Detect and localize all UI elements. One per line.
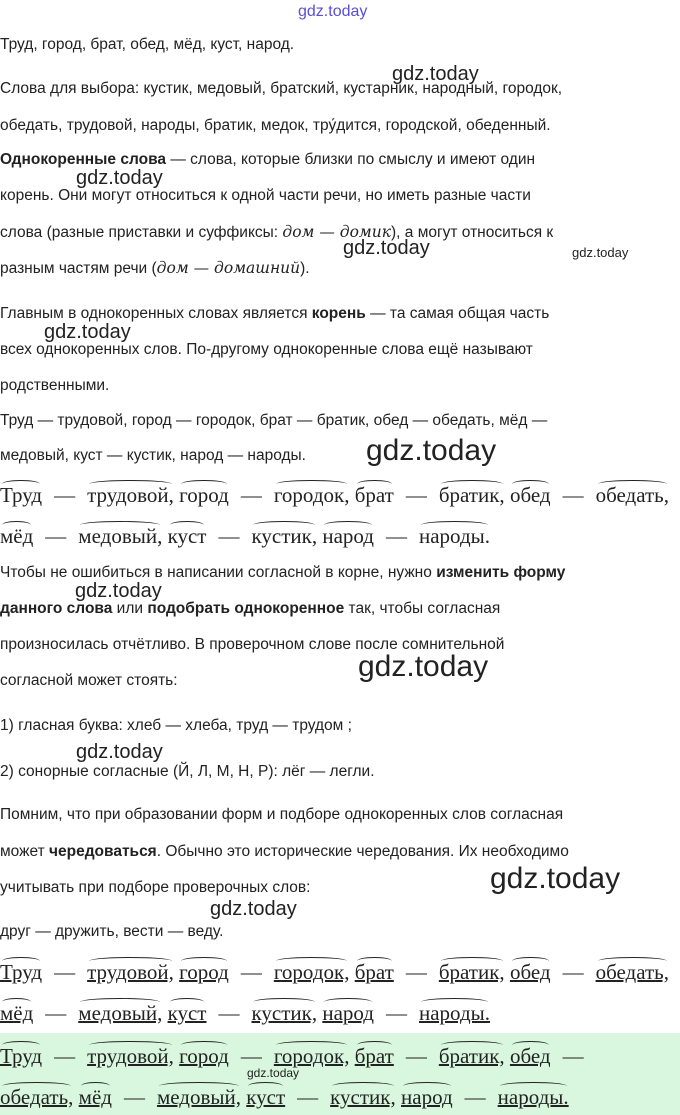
hw-word: народы. [418,524,490,548]
watermark: gdz.today [490,862,621,895]
pairs-line: Труд — трудовой, город — городок, брат — братик, обед — обедать, мёд — [0,412,548,429]
watermark: gdz.today [298,3,368,20]
dash: — [405,1044,427,1068]
root-text: Главным в однокоренных словах является [0,305,312,322]
hw-word: медовый, [156,1085,241,1109]
hw-word: городок, [273,1044,350,1068]
dash: — [54,483,76,507]
rule-bold: подобрать однокоренное [147,600,345,617]
root-line: всех однокоренных слов. По-другому однокоренные слова ещё называют [0,341,533,358]
hw-word: братик, [438,960,505,984]
pairs-line: медовый, куст — кустик, народ — народы. [0,447,306,464]
hw-word: народы. [497,1085,569,1109]
dash: — [405,483,427,507]
hw-word: братик, [438,1044,505,1068]
dash: — [562,483,584,507]
hw-word: Труд [0,483,43,507]
term-bold: Однокоренные слова [0,151,167,168]
alternation-line: учитывать при подборе проверочных слов: [0,879,311,896]
rule-line [0,600,500,618]
watermark: gdz.today [76,167,163,189]
hw-word: мёд [78,1085,112,1109]
alternation-line: Помним, что при образовании форм и подборе однокоренных слов согласная [0,806,564,823]
hw-word: куст [246,1085,286,1109]
alternation-line [0,843,569,861]
alternation-text: . Обычно это исторические чередования. Их необходимо [156,843,569,860]
hw-word: брат [354,1044,394,1068]
hw-word: брат [354,960,394,984]
hw-word: мёд [0,1001,34,1025]
handwritten-row [0,960,669,984]
hw-word: куст [167,524,207,548]
watermark: gdz.today [210,898,297,920]
dash: — [240,1044,262,1068]
hw-word: обед [509,483,551,507]
definition-text: ), а могут относиться к [391,224,554,241]
dash: — [240,483,262,507]
hw-word: обед [509,1044,551,1068]
dash: — [464,1085,486,1109]
alternation-text: может [0,843,49,860]
example-dom-domik: дом — домик [282,223,392,241]
watermark: gdz.today [392,63,479,85]
hw-word: трудовой, [87,483,174,507]
handwritten-row [0,1001,490,1025]
dash: — [123,1085,145,1109]
hw-word: обедать, [0,1085,74,1109]
watermark: gdz.today [366,434,497,467]
root-line: родственными. [0,377,110,394]
watermark: gdz.today [76,741,163,763]
watermark: gdz.today [358,650,489,683]
hw-word: обедать, [595,960,669,984]
root-text: — та самая общая часть [365,305,550,322]
hw-word: городок, [273,960,350,984]
hw-word: Труд [0,960,43,984]
dash: — [54,1044,76,1068]
list-item: 2) сонорные согласные (Й, Л, М, Н, Р): лёг — легли. [0,763,375,780]
dash: — [218,524,240,548]
rule-bold: изменить форму [436,564,566,581]
hw-word: кустик, [251,1001,318,1025]
rule-text: так, чтобы согласная [344,600,501,617]
root-line [0,305,549,323]
hw-word: Труд [0,1044,43,1068]
dash: — [45,1001,67,1025]
hw-word: братик, [438,483,505,507]
hw-word: народы. [418,1001,490,1025]
dash: — [45,524,67,548]
alternation-bold: чередоваться [48,843,157,860]
hw-word: город [179,1044,229,1068]
root-bold: корень [311,305,366,322]
dash: — [562,960,584,984]
alternation-example: друг — дружить, вести — веду. [0,923,224,940]
rule-text: или [112,600,148,617]
hw-word: трудовой, [87,1044,174,1068]
hw-word: медовый, [78,1001,163,1025]
dash: — [385,524,407,548]
rule-text: Чтобы не ошибиться в написании согласной в корне, нужно [0,564,437,581]
handwritten-row [0,1044,596,1068]
list-item: 1) гласная буква: хлеб — хлеба, труд — трудом ; [0,717,352,734]
dash: — [385,1001,407,1025]
hw-word: город [179,483,229,507]
hw-word: город [179,960,229,984]
watermark: gdz.today [44,321,131,343]
dash: — [54,960,76,984]
task-words: Труд, город, брат, обед, мёд, куст, народ. [0,36,295,53]
definition-line [0,259,310,278]
hw-word: трудовой, [87,960,174,984]
hw-word: обедать, [595,483,669,507]
hw-word: обед [509,960,551,984]
dash: — [405,960,427,984]
definition-line [0,223,553,242]
definition-line: корень. Они могут относиться к одной части речи, но иметь разные части [0,187,531,204]
hw-word: кустик, [251,524,318,548]
rule-bold: данного слова [0,600,113,617]
dash: — [240,960,262,984]
hw-word: народ [322,1001,374,1025]
handwritten-row [0,483,669,507]
dash: — [218,1001,240,1025]
handwritten-row [0,524,490,548]
definition-text: ). [300,260,310,277]
watermark: gdz.today [572,245,629,260]
definition-text: — слова, которые близки по смыслу и имеют один [166,151,536,168]
choice-line: Слова для выбора: кустик, медовый, братский, кустарник, народный, городок, [0,80,563,97]
definition-line [0,151,535,169]
example-dom-domashniy: дом — домашний [156,259,301,277]
dash: — [297,1085,319,1109]
definition-text: разным частям речи ( [0,260,157,277]
hw-word: городок, [273,483,350,507]
hw-word: куст [167,1001,207,1025]
choice-line: обедать, трудовой, народы, братик, медок, тру́дится, городской, обеденный. [0,117,551,134]
watermark: gdz.today [247,1066,300,1080]
hw-word: народ [322,524,374,548]
hw-word: мёд [0,524,34,548]
watermark: gdz.today [343,237,430,259]
hw-word: брат [354,483,394,507]
dash: — [562,1044,584,1068]
handwritten-row [0,1085,569,1109]
hw-word: народ [401,1085,453,1109]
hw-word: кустик, [330,1085,396,1109]
rule-line: произносилась отчётливо. В проверочном слове после сомнительной [0,636,505,653]
rule-line [0,564,565,582]
rule-line: согласной может стоять: [0,672,178,689]
definition-text: слова (разные приставки и суффиксы: [0,224,283,241]
watermark: gdz.today [75,580,162,602]
hw-word: медовый, [78,524,163,548]
